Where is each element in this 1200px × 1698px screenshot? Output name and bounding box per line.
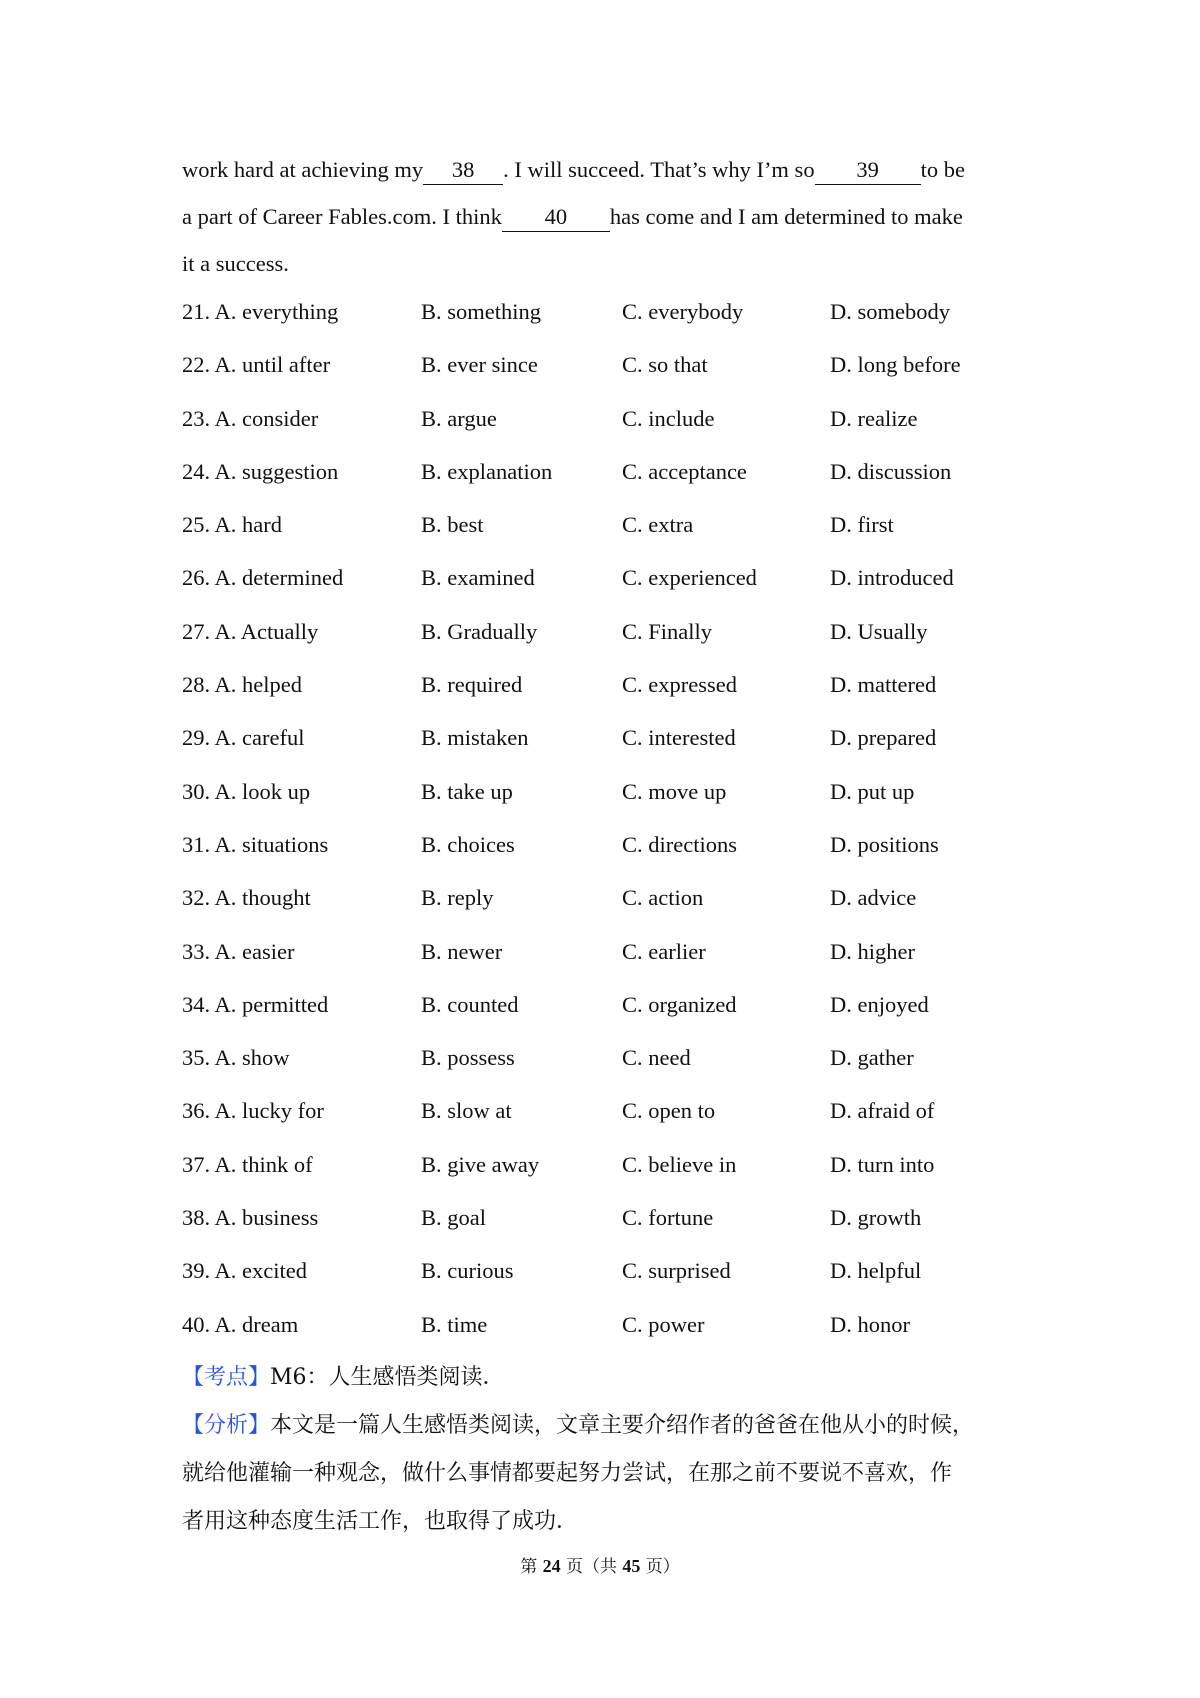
passage-line-1 xyxy=(182,146,1022,193)
option-row xyxy=(182,932,1042,985)
option-row xyxy=(182,1145,1042,1198)
option-row xyxy=(182,1091,1042,1144)
option-b: B. goal xyxy=(421,1205,486,1231)
option-a: 25. A. hard xyxy=(182,512,282,538)
option-row xyxy=(182,1198,1042,1251)
option-c: C. so that xyxy=(622,352,708,378)
option-a: 26. A. determined xyxy=(182,565,344,591)
option-d: D. honor xyxy=(830,1311,910,1337)
option-b: B. slow at xyxy=(421,1098,512,1124)
option-d: D. put up xyxy=(830,778,915,804)
passage-text: work hard at achieving my xyxy=(182,157,424,182)
blank-40: 40 xyxy=(502,203,610,232)
option-d: D. afraid of xyxy=(830,1098,935,1124)
option-d: D. mattered xyxy=(830,672,937,698)
option-b: B. take up xyxy=(421,778,513,804)
passage-text: to be xyxy=(920,157,965,182)
option-d: D. growth xyxy=(830,1205,922,1231)
option-d: D. gather xyxy=(830,1045,914,1071)
option-c: C. everybody xyxy=(622,299,744,324)
option-b: B. Gradually xyxy=(421,618,538,644)
option-row xyxy=(182,1305,1042,1358)
option-a: 23. A. consider xyxy=(182,405,319,431)
passage-text: . I will succeed. That’s why I’m so xyxy=(503,157,815,182)
total-page-count: 45 xyxy=(622,1556,641,1576)
exam-point-tag: 【考点】 xyxy=(182,1365,271,1390)
option-d: D. higher xyxy=(830,938,915,964)
answer-options-list xyxy=(182,292,1042,1358)
option-a: 40. A. dream xyxy=(182,1311,299,1337)
option-a: 31. A. situations xyxy=(182,831,329,857)
page-footer xyxy=(0,1554,1200,1579)
passage-ending xyxy=(182,146,1022,287)
option-d: D. positions xyxy=(830,831,939,857)
option-a: 32. A. thought xyxy=(182,885,311,911)
option-a: 38. A. business xyxy=(182,1205,319,1231)
option-c: C. expressed xyxy=(622,672,737,698)
analysis-tag: 【分析】 xyxy=(182,1413,271,1438)
option-c: C. power xyxy=(622,1311,705,1337)
option-c: C. earlier xyxy=(622,938,706,964)
option-d: D. advice xyxy=(830,885,917,911)
option-row xyxy=(182,825,1042,878)
option-c: C. directions xyxy=(622,831,737,857)
option-a: 34. A. permitted xyxy=(182,991,329,1017)
option-b: B. give away xyxy=(421,1151,540,1177)
passage-text: has come and I am determined to make xyxy=(609,204,963,229)
option-b: B. newer xyxy=(421,938,503,964)
passage-line-2 xyxy=(182,193,1022,240)
option-c: C. include xyxy=(622,405,715,431)
option-c: C. Finally xyxy=(622,618,713,644)
option-a: 27. A. Actually xyxy=(182,618,319,644)
option-c: C. surprised xyxy=(622,1258,731,1284)
option-b: B. possess xyxy=(421,1045,515,1071)
option-row xyxy=(182,505,1042,558)
option-d: D. realize xyxy=(830,405,918,431)
option-a: 24. A. suggestion xyxy=(182,458,339,484)
analysis-text: 本文是一篇人生感悟类阅读，文章主要介绍作者的爸爸在他从小的时候， xyxy=(270,1413,975,1438)
option-row xyxy=(182,985,1042,1038)
option-a: 22. A. until after xyxy=(182,352,331,378)
option-d: D. enjoyed xyxy=(830,991,929,1017)
passage-text: a part of Career Fables.com. I think xyxy=(182,204,502,229)
option-row xyxy=(182,558,1042,611)
option-c: C. experienced xyxy=(622,565,757,591)
option-c: C. need xyxy=(622,1045,691,1071)
option-b: B. examined xyxy=(421,565,535,591)
option-d: D. first xyxy=(830,512,894,538)
option-d: D. somebody xyxy=(830,299,950,324)
option-b: B. counted xyxy=(421,991,519,1017)
option-c: C. interested xyxy=(622,725,736,751)
option-c: C. believe in xyxy=(622,1151,737,1177)
option-c: C. acceptance xyxy=(622,458,747,484)
analysis-line-2: 就给他灌输一种观念，做什么事情都要起努力尝试，在那之前不要说不喜欢，作 xyxy=(182,1461,953,1486)
option-a: 39. A. excited xyxy=(182,1258,307,1284)
option-b: B. mistaken xyxy=(421,725,529,751)
option-row xyxy=(182,718,1042,771)
option-b: B. explanation xyxy=(421,458,553,484)
option-a: 35. A. show xyxy=(182,1045,290,1071)
option-row xyxy=(182,772,1042,825)
option-row xyxy=(182,292,1042,345)
option-c: C. fortune xyxy=(622,1205,714,1231)
footer-text: 第 xyxy=(520,1557,543,1577)
option-b: B. curious xyxy=(421,1258,514,1284)
option-c: C. action xyxy=(622,885,704,911)
option-d: D. turn into xyxy=(830,1151,935,1177)
analysis-line-1 xyxy=(182,1402,1042,1450)
option-row xyxy=(182,1251,1042,1304)
option-d: D. introduced xyxy=(830,565,954,591)
current-page-number: 24 xyxy=(542,1556,561,1576)
exam-point xyxy=(182,1354,1042,1402)
option-row xyxy=(182,612,1042,665)
blank-38: 38 xyxy=(423,156,503,185)
footer-text: 页（共 xyxy=(560,1557,623,1577)
analysis xyxy=(182,1402,1042,1546)
option-b: B. something xyxy=(421,299,542,324)
option-c: C. extra xyxy=(622,512,694,538)
option-d: D. prepared xyxy=(830,725,937,751)
exam-point-text: M6：人生感悟类阅读． xyxy=(270,1365,505,1390)
option-b: B. argue xyxy=(421,405,497,431)
option-a: 33. A. easier xyxy=(182,938,295,964)
option-row xyxy=(182,452,1042,505)
option-a: 21. A. everything xyxy=(182,299,339,324)
option-a: 28. A. helped xyxy=(182,672,302,698)
option-b: B. required xyxy=(421,672,523,698)
option-d: D. Usually xyxy=(830,618,928,644)
option-d: D. long before xyxy=(830,352,961,378)
analysis-line-3: 者用这种态度生活工作，也取得了成功． xyxy=(182,1509,579,1534)
option-a: 30. A. look up xyxy=(182,778,311,804)
option-c: C. organized xyxy=(622,991,737,1017)
option-b: B. ever since xyxy=(421,352,538,378)
option-c: C. open to xyxy=(622,1098,716,1124)
option-row xyxy=(182,1038,1042,1091)
option-a: 36. A. lucky for xyxy=(182,1098,324,1124)
option-b: B. best xyxy=(421,512,484,538)
option-b: B. reply xyxy=(421,885,494,911)
option-d: D. discussion xyxy=(830,458,952,484)
option-b: B. time xyxy=(421,1311,488,1337)
option-b: B. choices xyxy=(421,831,515,857)
passage-line-3: it a success. xyxy=(182,251,289,276)
option-row xyxy=(182,345,1042,398)
option-row xyxy=(182,878,1042,931)
footer-text: 页） xyxy=(640,1557,680,1577)
option-d: D. helpful xyxy=(830,1258,922,1284)
option-row xyxy=(182,665,1042,718)
option-a: 37. A. think of xyxy=(182,1151,313,1177)
blank-39: 39 xyxy=(815,156,921,185)
option-a: 29. A. careful xyxy=(182,725,305,751)
option-c: C. move up xyxy=(622,778,727,804)
option-row xyxy=(182,399,1042,452)
